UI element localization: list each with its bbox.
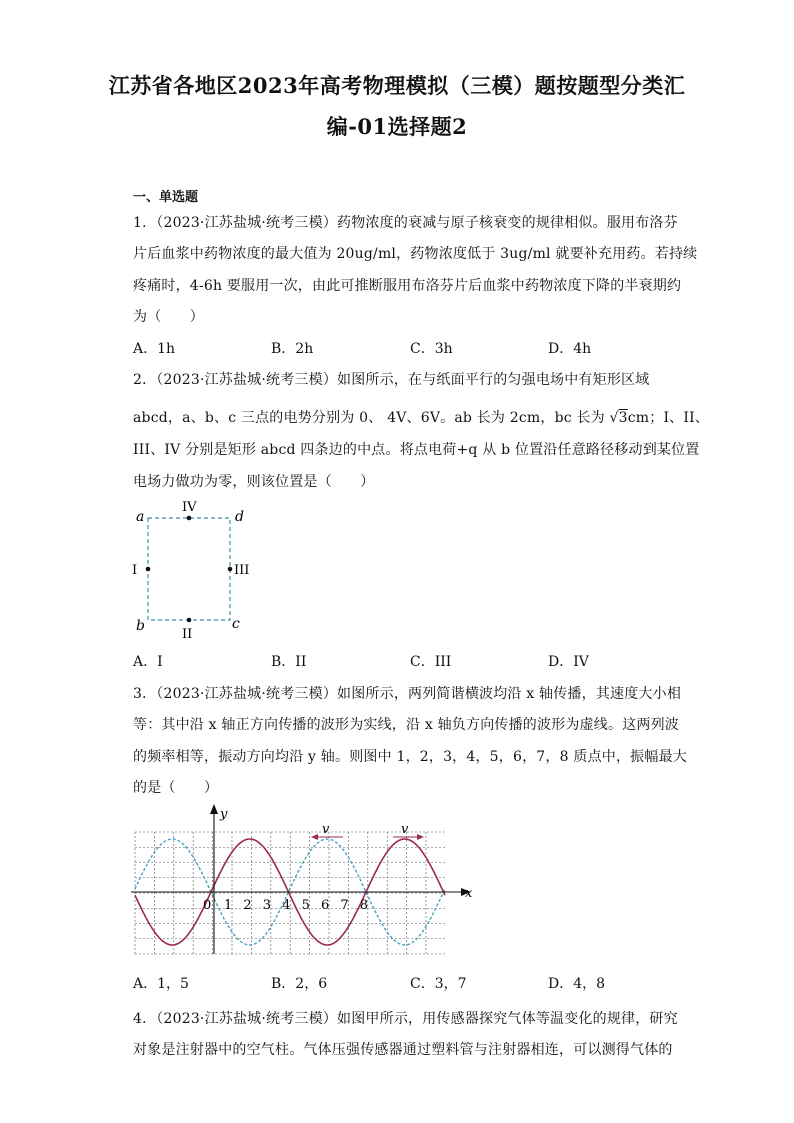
q1-option-c: C．3h xyxy=(410,341,453,357)
q3-line1: 3．（2023·江苏盐城·统考三模）如图所示，两列简谐横波均沿 x 轴传播，其速度大小相 xyxy=(133,686,682,702)
document-title-line2: 编-01选择题2 xyxy=(326,114,468,139)
rectangle-figure xyxy=(125,497,265,645)
label-i: I xyxy=(132,563,138,578)
q2-option-a: A．I xyxy=(133,654,163,670)
midpoint-right xyxy=(228,567,233,572)
q3-option-c: C．3，7 xyxy=(410,976,467,992)
q2-option-c: C．III xyxy=(410,654,452,670)
q1-option-a: A．1h xyxy=(133,341,176,357)
q3-line3: 的频率相等，振动方向均沿 y 轴。则图中 1，2，3，4，5，6，7，8 质点中，振幅最大 xyxy=(133,749,687,765)
velocity-arrowhead-left xyxy=(311,834,318,840)
q3-option-d: D．4，8 xyxy=(548,976,606,992)
point-labels xyxy=(224,898,368,913)
label-c: c xyxy=(232,616,240,632)
q2-line2-text: abcd，a、b、c 三点的电势分别为 0、 4V、6V。ab 长为 2cm，bc 长为 xyxy=(133,410,610,426)
velocity-label-left: v xyxy=(322,822,330,837)
velocity-label-right: v xyxy=(401,822,409,837)
label-a: a xyxy=(136,509,145,525)
midpoint-bottom xyxy=(187,618,192,623)
q1-line1: 1．（2023·江苏盐城·统考三模）药物浓度的衰减与原子核衰变的规律相似。服用布洛芬 xyxy=(133,215,678,231)
q2-line1: 2．（2023·江苏盐城·统考三模）如图所示，在与纸面平行的匀强电场中有矩形区域 xyxy=(133,372,650,388)
point-label-5: 5 xyxy=(301,898,310,913)
q3-option-b: B．2，6 xyxy=(271,976,328,992)
label-ii: II xyxy=(182,627,193,642)
q1-line3: 疼痛时，4-6h 要服用一次，由此可推断服用布洛芬片后血浆中药物浓度下降的半衰期约 xyxy=(133,278,682,294)
point-label-7: 7 xyxy=(340,898,349,913)
x-axis-label: x xyxy=(465,886,473,901)
point-label-1: 1 xyxy=(224,898,233,913)
q4-line1: 4．（2023·江苏盐城·统考三模）如图甲所示，用传感器探究气体等温变化的规律，研究 xyxy=(133,1011,678,1027)
q4-line2: 对象是注射器中的空气柱。气体压强传感器通过塑料管与注射器相连，可以测得气体的 xyxy=(133,1042,673,1058)
point-label-3: 3 xyxy=(262,898,272,913)
q2-line4: 电场力做功为零，则该位置是（ ） xyxy=(133,474,375,490)
midpoint-top xyxy=(187,516,192,521)
q1-line4: 为（ ） xyxy=(133,309,204,325)
point-label-8: 8 xyxy=(359,898,369,913)
q3-line4: 的是（ ） xyxy=(133,780,219,796)
section-heading: 一、单选题 xyxy=(133,190,199,205)
label-d: d xyxy=(235,509,244,525)
q3-line2: 等：其中沿 x 轴正方向传播的波形为实线，沿 x 轴负方向传播的波形为虚线。这两列波 xyxy=(133,717,679,733)
sqrt-value: 3 xyxy=(618,410,628,426)
q2-line3: III、IV 分别是矩形 abcd 四条边的中点。将点电荷+q 从 b 位置沿任意路径移动到某位置 xyxy=(133,442,700,458)
q1-option-d: D．4h xyxy=(548,341,592,357)
y-axis-label: y xyxy=(220,807,228,822)
label-iv: IV xyxy=(182,500,197,515)
label-iii: III xyxy=(234,563,250,578)
rectangle-abcd xyxy=(148,518,230,620)
point-label-6: 6 xyxy=(321,898,330,913)
q3-option-a: A．1，5 xyxy=(133,976,189,992)
q1-line2: 片后血浆中药物浓度的最大值为 20ug/ml，药物浓度低于 3ug/ml 就要补充用药。若持续 xyxy=(133,246,698,262)
q1-option-b: B．2h xyxy=(271,341,314,357)
origin-label: 0 xyxy=(203,898,212,913)
sqrt-symbol: √ xyxy=(609,410,619,426)
document-title-line1: 江苏省各地区2023年高考物理模拟（三模）题按题型分类汇 xyxy=(108,73,686,98)
point-label-2: 2 xyxy=(243,898,252,913)
q2-line2-tail: cm；I、II、 xyxy=(627,410,710,426)
q2-option-b: B．II xyxy=(271,654,307,670)
velocity-arrowhead-right xyxy=(417,834,424,840)
y-axis-arrow xyxy=(210,804,218,814)
dashed-grid xyxy=(135,832,445,954)
midpoint-left xyxy=(146,567,151,572)
point-label-4: 4 xyxy=(282,898,291,913)
q2-option-d: D．IV xyxy=(548,654,589,670)
wave-figure xyxy=(125,800,485,960)
q2-line2 xyxy=(133,407,709,427)
label-b: b xyxy=(136,618,145,634)
